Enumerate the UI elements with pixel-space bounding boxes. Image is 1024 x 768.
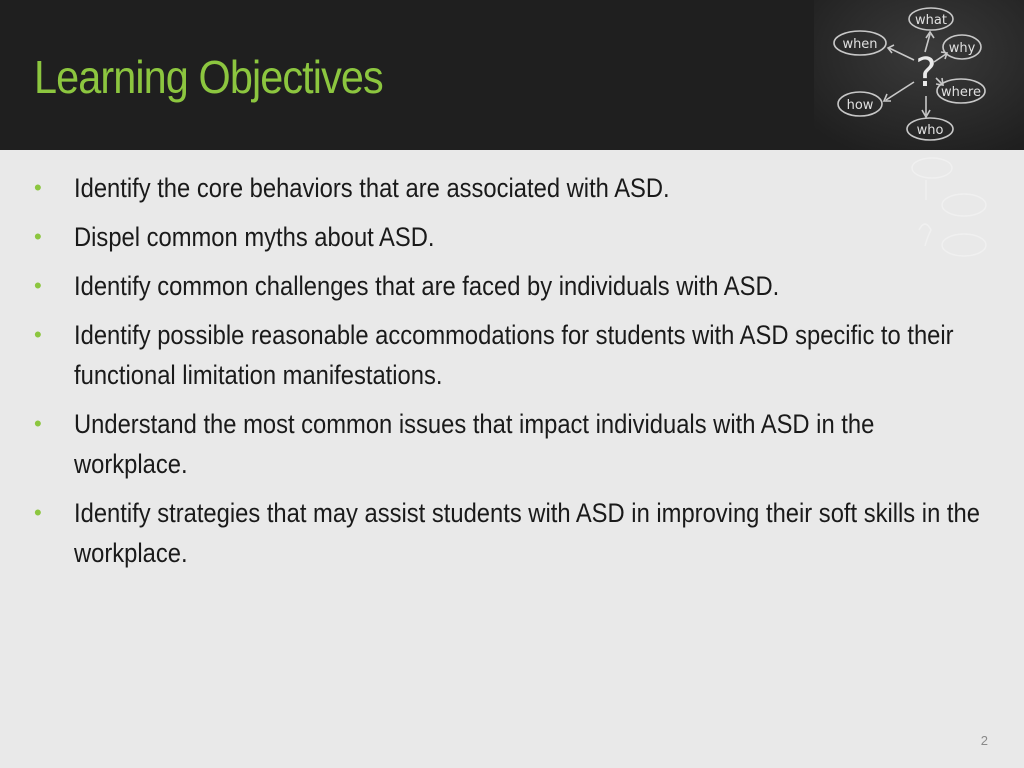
list-item: • Identify common challenges that are faced by individuals with ASD. <box>34 266 994 306</box>
list-item: • Identify possible reasonable accommodations for students with ASD specific to their functional limitation manifestations. <box>34 315 994 395</box>
chalk-word-what: what <box>915 13 947 28</box>
page-number: 2 <box>980 733 988 748</box>
chalk-word-where: where <box>941 85 981 100</box>
bullet-dot-icon: • <box>34 224 42 249</box>
chalk-word-how: how <box>846 98 874 113</box>
list-item: • Identify the core behaviors that are associated with ASD. <box>34 168 994 208</box>
slide-title: Learning Objectives <box>34 51 383 103</box>
list-item: • Understand the most common issues that impact individuals with ASD in the workplace. <box>34 404 994 484</box>
chalk-question-mark: ? <box>915 50 937 96</box>
bullet-dot-icon: • <box>34 322 42 347</box>
chalk-word-why: why <box>948 41 976 56</box>
list-item: • Identify strategies that may assist students with ASD in improving their soft skills in the workplace. <box>34 493 994 573</box>
chalk-word-who: who <box>916 123 944 138</box>
bullet-dot-icon: • <box>34 175 42 200</box>
bullet-dot-icon: • <box>34 411 42 436</box>
objectives-list <box>34 168 994 582</box>
list-item: • Dispel common myths about ASD. <box>34 217 994 257</box>
bullet-dot-icon: • <box>34 500 42 525</box>
bullet-dot-icon: • <box>34 273 42 298</box>
chalk-word-when: when <box>842 37 878 52</box>
